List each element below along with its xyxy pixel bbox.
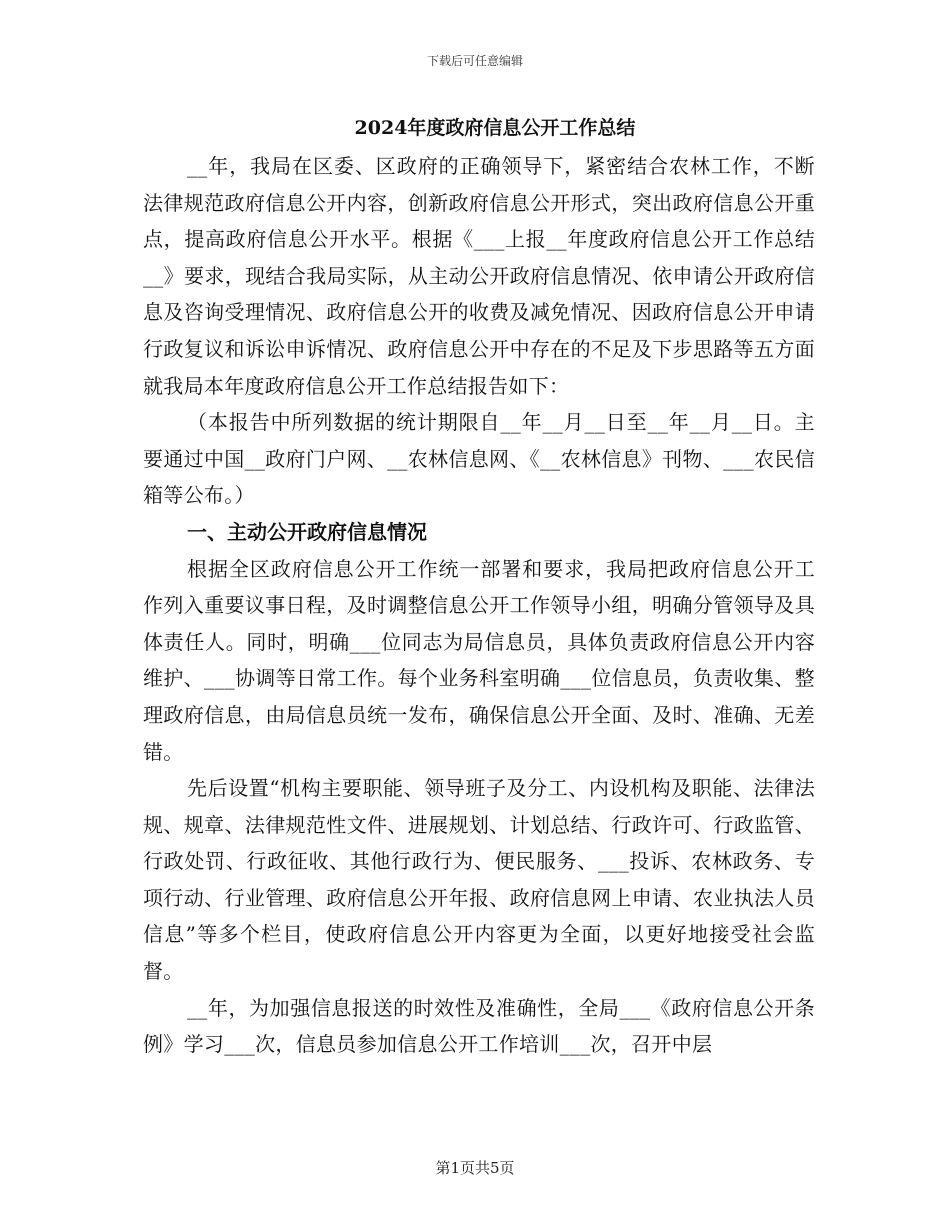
section-paragraph: __年，为加强信息报送的时效性及准确性，全局___《政府信息公开条例》学习___次，信息员参加信息公开工作培训___次，召开中层 xyxy=(143,995,815,1057)
document-body xyxy=(143,148,815,1063)
statistics-note-paragraph: （本报告中所列数据的统计期限自__年__月__日至__年__月__日。主要通过中国__政府门户网、__农林信息网、《__农林信息》刊物、___农民信箱等公布。） xyxy=(143,410,815,508)
page-number: 第1页共5页 xyxy=(435,1159,515,1177)
document-title: 2024年度政府信息公开工作总结 xyxy=(354,117,636,139)
section-paragraph: 先后设置“机构主要职能、领导班子及分工、内设机构及职能、法律法规、规章、法律规范性文件、进展规划、计划总结、行政许可、行政监管、行政处罚、行政征收、其他行政行为、便民服务、___投诉、农林政务、专项行动、行业管理、政府信息公开年报、政府信息网上申请、农业执法人员信息”等多个栏目，使政府信息公开内容更为全面，以更好地接受社会监督。 xyxy=(143,776,815,984)
section-heading: 一、主动公开政府信息情况 xyxy=(187,519,427,544)
header-note: 下载后可任意编辑 xyxy=(426,54,523,68)
section-paragraph: 根据全区政府信息公开工作统一部署和要求，我局把政府信息公开工作列入重要议事日程，及时调整信息公开工作领导小组，明确分管领导及具体责任人。同时，明确___位同志为局信息员，具体负责政府信息公开内容维护、___协调等日常工作。每个业务科室明确___位信息员，负责收集、整理政府信息，由局信息员统一发布，确保信息公开全面、及时、准确、无差错。 xyxy=(143,556,815,764)
intro-paragraph: __年，我局在区委、区政府的正确领导下，紧密结合农林工作，不断法律规范政府信息公开内容，创新政府信息公开形式，突出政府信息公开重点，提高政府信息公开水平。根据《___上报__年度政府信息公开工作总结__》要求，现结合我局实际，从主动公开政府信息情况、依申请公开政府信息及咨询受理情况、政府信息公开的收费及减免情况、因政府信息公开申请行政复议和诉讼申诉情况、政府信息公开中存在的不足及下步思路等五方面就我局本年度政府信息公开工作总结报告如下： xyxy=(143,154,815,398)
